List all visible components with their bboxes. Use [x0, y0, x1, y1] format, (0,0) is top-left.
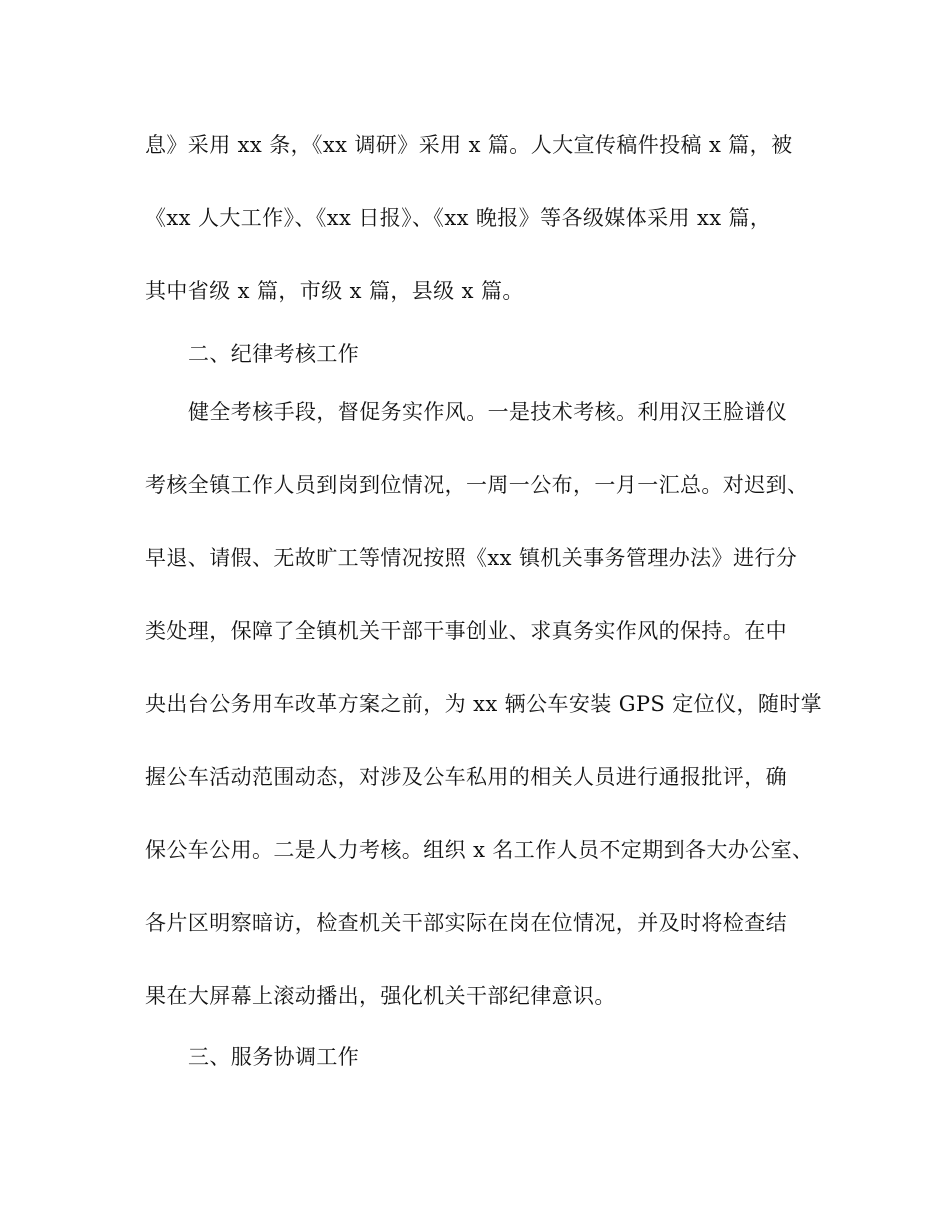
paragraph-line: 果在大屏幕上滚动播出，强化机关干部纪律意识。	[145, 984, 616, 1008]
paragraph-line: 保公车公用。二是人力考核。组织 x 名工作人员不定期到各大办公室、	[145, 838, 814, 862]
section-heading: 二、纪律考核工作	[188, 342, 360, 366]
paragraph-line: 早退、请假、无故旷工等情况按照《xx 镇机关事务管理办法》进行分	[145, 546, 798, 570]
section-heading: 三、服务协调工作	[188, 1045, 360, 1069]
paragraph-line: 《xx 人大工作》、《xx 日报》、《xx 晚报》等各级媒体采用 xx 篇，	[145, 206, 772, 230]
paragraph-line: 各片区明察暗访，检查机关干部实际在岗在位情况，并及时将检查结	[145, 911, 787, 935]
paragraph-line: 类处理，保障了全镇机关干部干事创业、求真务实作风的保持。在中	[145, 619, 787, 643]
paragraph-line: 握公车活动范围动态，对涉及公车私用的相关人员进行通报批评，确	[145, 765, 787, 789]
paragraph-line: 息》采用 xx 条，《xx 调研》采用 x 篇。人大宣传稿件投稿 x 篇，被	[145, 133, 793, 157]
paragraph-line: 其中省级 x 篇，市级 x 篇，县级 x 篇。	[145, 279, 524, 303]
paragraph-line: 考核全镇工作人员到岗到位情况，一周一公布，一月一汇总。对迟到、	[145, 473, 809, 497]
paragraph-line: 央出台公务用车改革方案之前，为 xx 辆公车安装 GPS 定位仪，随时掌	[145, 692, 823, 716]
paragraph-line: 健全考核手段，督促务实作风。一是技术考核。利用汉王脸谱仪	[188, 400, 788, 424]
